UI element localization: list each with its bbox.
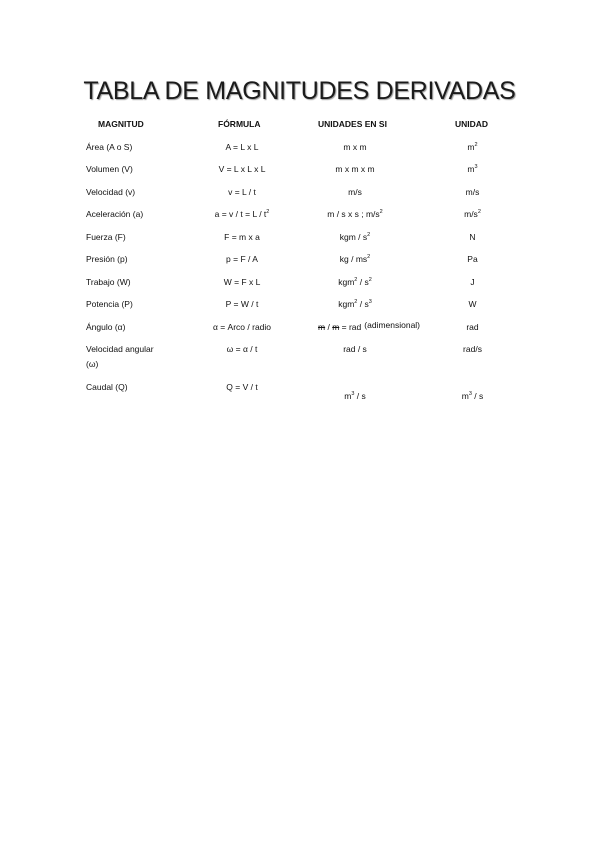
cell-unidades-si: $kgm^2 / s^3$ xyxy=(338,299,372,309)
cell-unidades-si: m/s xyxy=(348,187,362,197)
table-row xyxy=(0,185,599,205)
cell-unidades-si: $kgm^2 / s^2$ xyxy=(338,277,372,287)
cell-unidades-si: kgm / $s^2$ xyxy=(339,232,371,242)
cell-unidad: $m/s^2$ xyxy=(464,209,481,219)
cell-unidades-si: rad / s xyxy=(343,344,367,354)
table-row xyxy=(0,207,599,227)
cell-unidad: $m^3$ / s xyxy=(461,391,484,401)
cell-unidades-si: m x m x m xyxy=(335,164,375,174)
cell-formula: P = W / t xyxy=(225,299,259,309)
cell-unidades-si: m / m = rad (adimensional) xyxy=(318,320,421,332)
table-row xyxy=(0,162,599,182)
cell-magnitud: Volumen (V) xyxy=(86,164,133,174)
cell-magnitud: Fuerza (F) xyxy=(86,232,126,242)
table-row xyxy=(0,275,599,295)
header-formula: FÓRMULA xyxy=(218,119,261,129)
cell-formula: ω = α / t xyxy=(226,344,258,354)
cell-unidad: W xyxy=(468,299,477,309)
table-row xyxy=(0,230,599,250)
cell-formula: p = F / A xyxy=(226,254,258,264)
table-row xyxy=(0,140,599,160)
table-row xyxy=(0,380,599,406)
cell-magnitud: Caudal (Q) xyxy=(86,382,128,392)
cell-unidad: rad xyxy=(466,322,479,332)
cell-unidad: rad/s xyxy=(463,344,482,354)
cell-formula: W = F x L xyxy=(223,277,261,287)
header-unidades-si: UNIDADES EN SI xyxy=(318,119,387,129)
page-title: TABLA DE MAGNITUDES DERIVADAS xyxy=(83,77,516,105)
cell-unidad: $m^3$ xyxy=(467,164,478,174)
cell-formula: α = Arco / radio xyxy=(212,322,272,332)
cell-unidades-si: m / s x s ; $m/s^2$ xyxy=(327,209,383,219)
cell-unidad: N xyxy=(469,232,476,242)
table-row xyxy=(0,342,599,374)
table-row xyxy=(0,252,599,272)
cell-unidades-si: m x m xyxy=(343,142,367,152)
cell-unidad: $m^2$ xyxy=(467,142,478,152)
cell-formula: Q = V / t xyxy=(226,382,258,392)
cell-formula: V = L x L x L xyxy=(218,164,266,174)
cell-magnitud: Aceleración (a) xyxy=(86,209,144,219)
cell-magnitud: Potencia (P) xyxy=(86,299,133,309)
cell-unidad: J xyxy=(470,277,475,287)
table-row xyxy=(0,320,599,340)
cell-unidades-si: $m^3$ / s xyxy=(344,391,366,401)
cell-magnitud: Ángulo (α) xyxy=(86,322,126,332)
cell-magnitud: Velocidad angular (ω) xyxy=(86,344,154,369)
header-unidad: UNIDAD xyxy=(455,119,489,129)
cell-formula: F = m x a xyxy=(224,232,260,242)
cell-unidad: m/s xyxy=(465,187,480,197)
note-adimensional: (adimensional) xyxy=(364,320,421,330)
cell-formula: A = L x L xyxy=(225,142,259,152)
cell-magnitud: Velocidad (v) xyxy=(86,187,136,197)
cell-magnitud: Área (A o S) xyxy=(86,142,133,152)
header-magnitud: MAGNITUD xyxy=(98,119,144,129)
table-row xyxy=(0,297,599,317)
cell-magnitud: Trabajo (W) xyxy=(86,277,131,287)
cell-formula: $a = v / t = L / t^2$ xyxy=(214,209,270,219)
cell-formula: v = L / t xyxy=(228,187,256,197)
cell-magnitud: Presión (p) xyxy=(86,254,128,264)
cell-unidad: Pa xyxy=(467,254,478,264)
cell-unidades-si: kg / $ms^2$ xyxy=(339,254,371,264)
